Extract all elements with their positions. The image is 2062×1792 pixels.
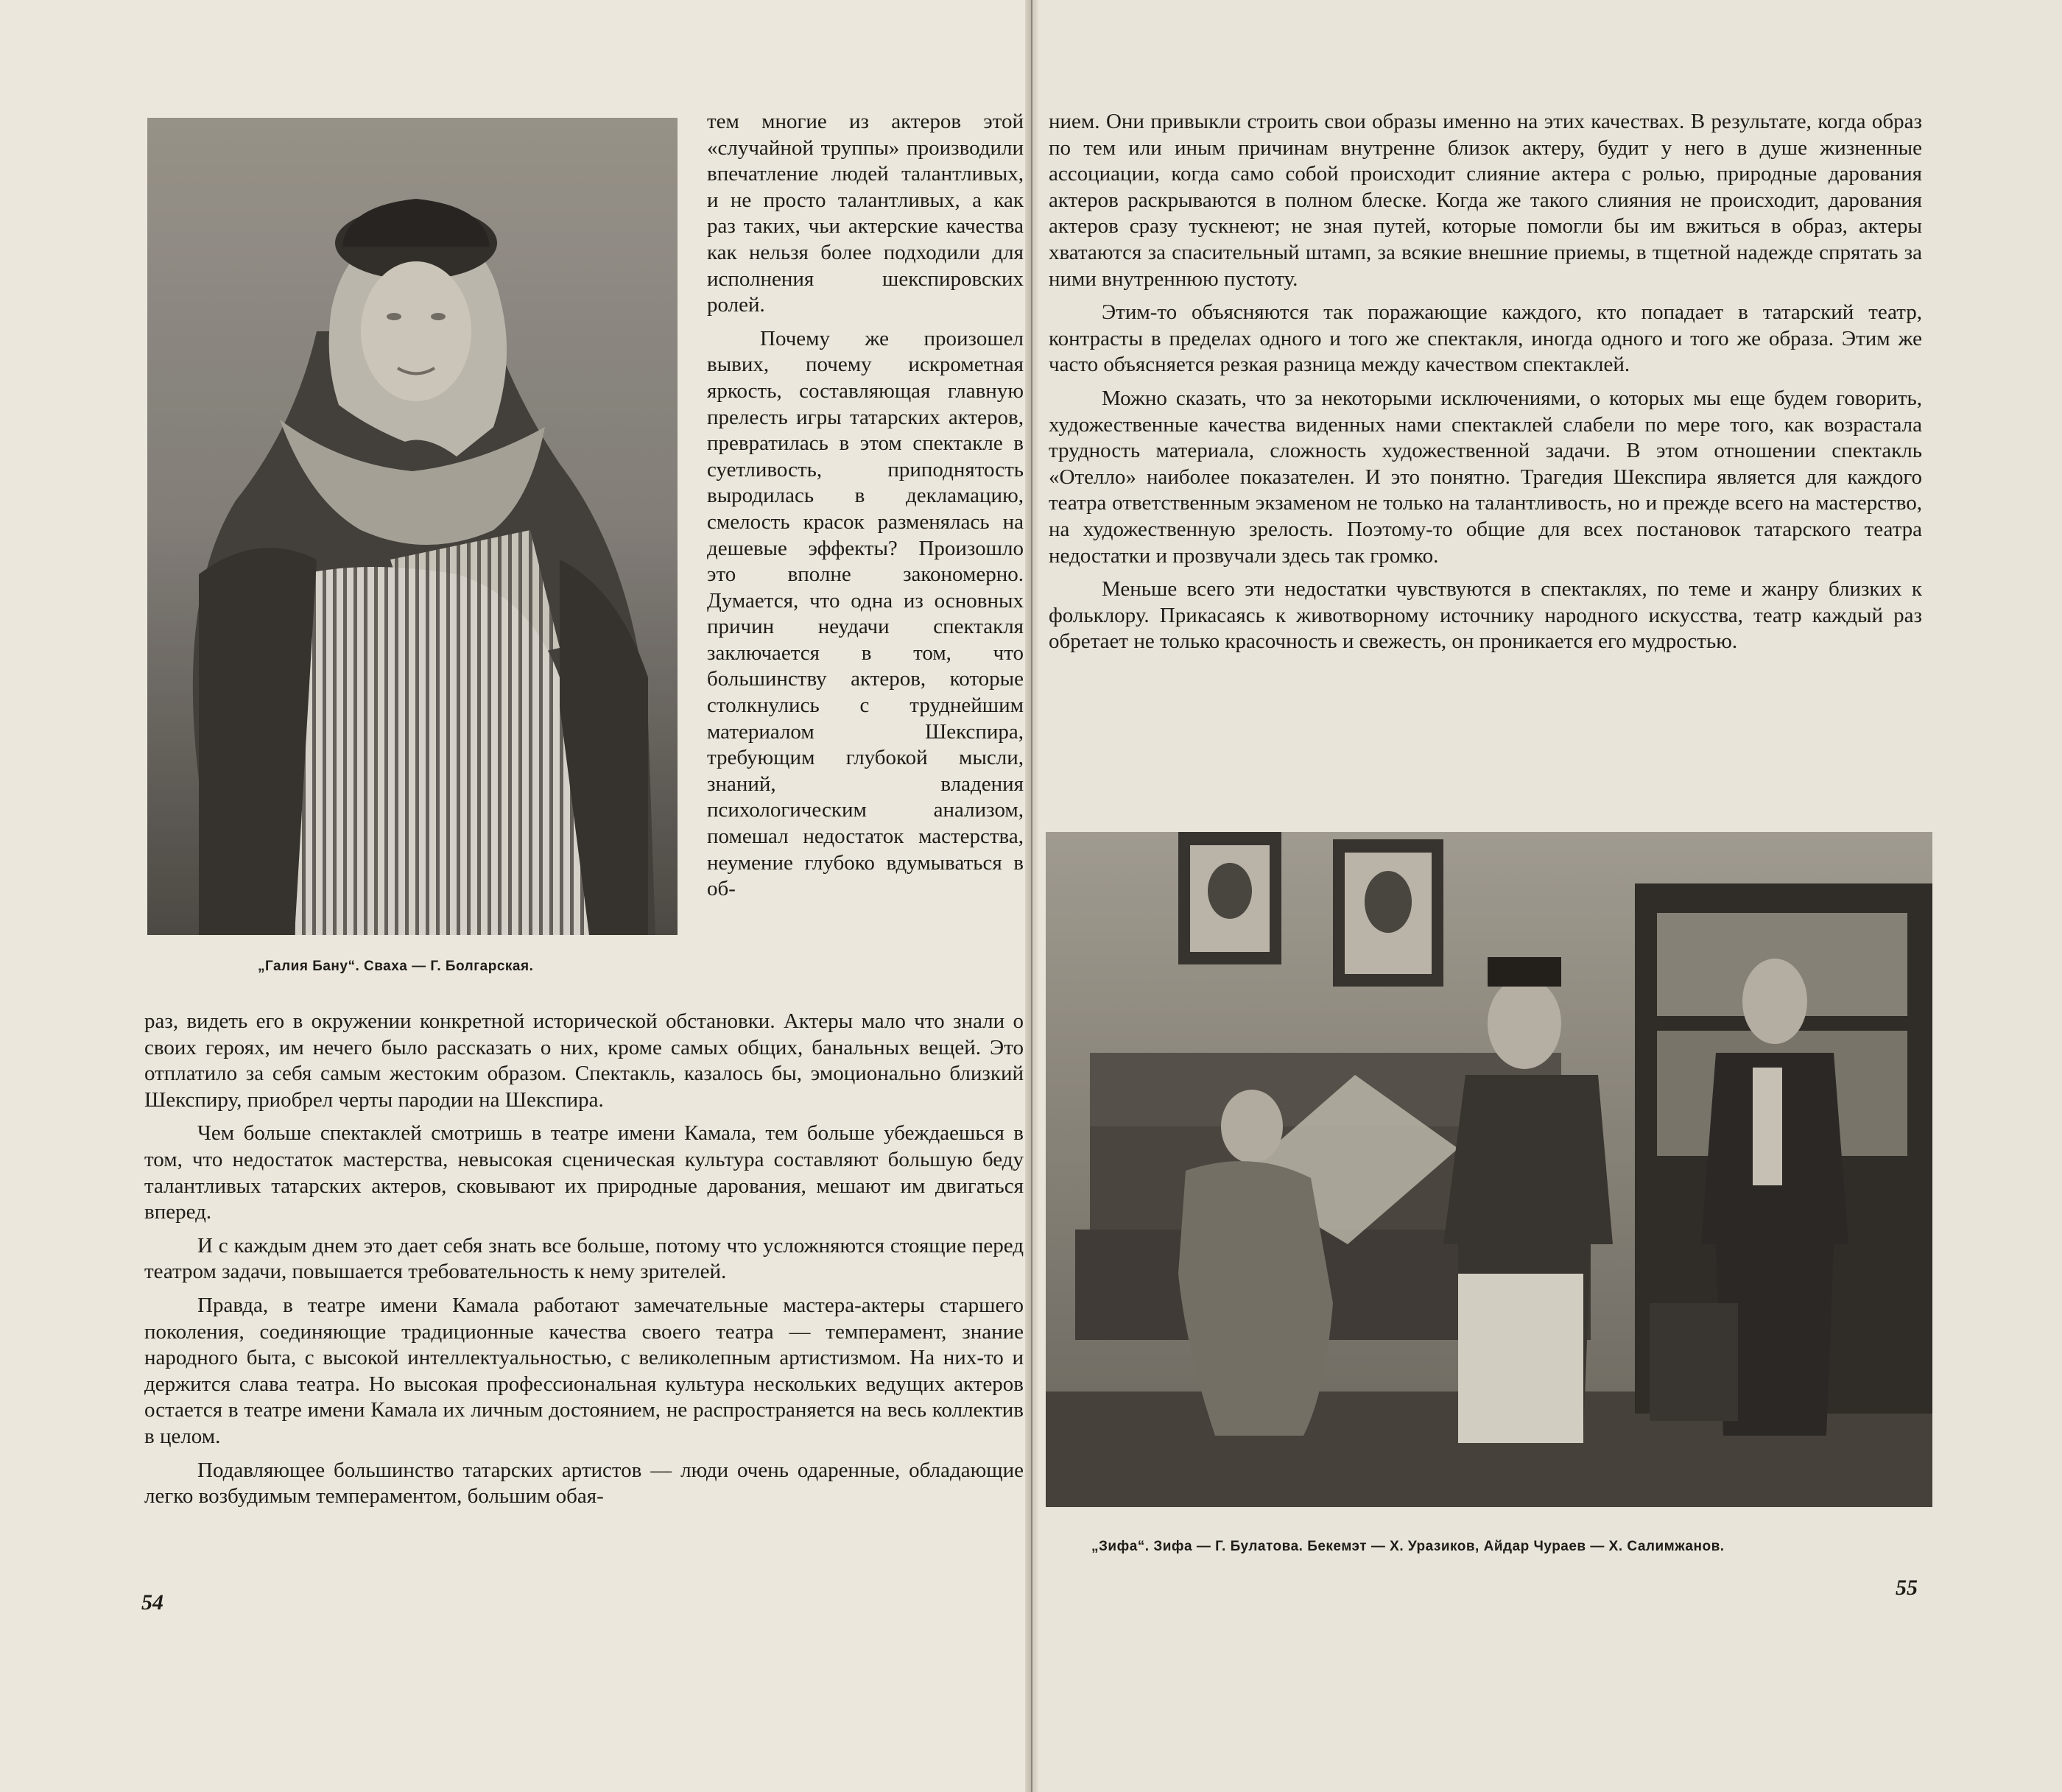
paragraph: нием. Они привыкли строить свои образы именно на этих качествах. В результате, когда образ по тем или иным причинам внутренне близок актеру, будит у него в душе жизненные ассоциации, когда само собой происходит слияние актера с ролью, природные дарования актеров раскрываются в полном блеске. Когда же такого слияния не происходит, дарования актеров сразу тускнеют; не зная путей, которые помогли бы им вжиться в образ, актеры хватаются за спасительный штамп, за всякие внешние приемы, в тщетной надежде спрятать за ними внутреннюю пустоту. — [1049, 110, 1922, 291]
paragraph: Почему же произошел вывих, почему искрометная яркость, составляющая главную прелесть игры татарских актеров, превратилась в этом спектакле в суетливость, приподнятость выродилась в декламацию, смелость красок разменялась на дешевые эффекты? Произошло это вполне закономерно. Думается, что одна из основных причин неудачи спектакля заключается в том, что большинству актеров, которые столкнулись с труднейшим материалом Шекспира, требующим глубокой мысли, знаний, владения психологическим анализом, помешал недостаток мастерства, неумение глубоко вдумываться в об- — [707, 326, 1024, 901]
paragraph: И с каждым днем это дает себя знать все больше, потому что усложняются стоящие перед театром задачи, повышается требовательность к нему зрителей. — [144, 1233, 1024, 1284]
caption-zifa-scene: „Зифа“. Зифа — Г. Булатова. Бекемэт — Х. Уразиков, Айдар Чураев — Х. Салимжанов. — [1091, 1539, 1725, 1554]
page-number-right: 55 — [1896, 1576, 1918, 1600]
paragraph: Правда, в театре имени Камала работают замечательные мастера-актеры старшего поколения, соединяющие традиционные качества своего театра — темперамент, знание народного быта, с высокой интеллектуальностью, с великолепным артистизмом. На них-то и держится слава театра. Но высокая профессиональная культура нескольких ведущих актеров остается в театре имени Камала их личным достоянием, не распространяется на весь коллектив в целом. — [144, 1293, 1024, 1448]
paragraph: тем многие из актеров этой «случайной труппы» производили впечатление людей талантливых, и не просто талантливых, а как раз таких, чьи актерские качества как нельзя более подходили для исполнения шекспировских ролей. — [707, 110, 1024, 317]
left-column-right — [707, 109, 1024, 903]
left-column-full — [144, 1009, 1024, 1510]
paragraph: Чем больше спектаклей смотришь в театре имени Камала, тем больше убеждаешься в том, что недостаток мастерства, невысокая сценическая культура составляют большую беду талантливых татарских актеров, сковывают их природные дарования, мешают им двигаться вперед. — [144, 1121, 1024, 1224]
gutter-fold-line — [1031, 0, 1032, 1792]
photo-galiya-banu — [147, 118, 678, 935]
photo-zifa-scene — [1046, 832, 1932, 1507]
page-number-left: 54 — [141, 1590, 163, 1615]
paragraph: Меньше всего эти недостатки чувствуются в спектаклях, по теме и жанру близких к фольклору. Прикасаясь к животворному источнику народного искусства, театр каждый раз обретает не только красочность и свежесть, он проникается его мудростью. — [1049, 577, 1922, 654]
paragraph: раз, видеть его в окружении конкретной исторической обстановки. Актеры мало что знали о своих героях, им нечего было рассказать о них, кроме самых общих, банальных вещей. Это отплатило за себя самым жестоким образом. Спектакль, казалось бы, эмоционально близкий Шекспиру, приобрел черты пародии на Шекспира. — [144, 1009, 1024, 1112]
photo-galiya-banu-image — [147, 118, 678, 935]
right-text-block — [1049, 109, 1922, 655]
paragraph: Подавляющее большинство татарских артистов — люди очень одаренные, обладающие легко возбудимым темпераментом, большим обая- — [144, 1458, 1024, 1509]
paragraph: Этим-то объясняются так поражающие каждого, кто попадает в татарский театр, контрасты в пределах одного и того же спектакля, иногда одного и того же образа. Этим же часто объясняется резкая разница между качеством спектаклей. — [1049, 300, 1922, 377]
caption-galiya-banu: „Галия Бану“. Сваха — Г. Болгарская. — [258, 959, 534, 974]
photo-zifa-scene-image — [1046, 832, 1932, 1507]
paragraph: Можно сказать, что за некоторыми исключениями, о которых мы еще будем говорить, художественные качества виденных нами спектаклей слабели по мере того, как возрастала трудность материала, сложность художественной задачи. В этом отношении спектакль «Отелло» наиболее показателен. И это понятно. Трагедия Шекспира является для каждого театра ответственным экзаменом не только на талантливость, но и прежде всего на мастерство, на художественную зрелость. Поэтому-то общие для всех постановок татарского театра недостатки и прозвучали здесь так громко. — [1049, 386, 1922, 568]
